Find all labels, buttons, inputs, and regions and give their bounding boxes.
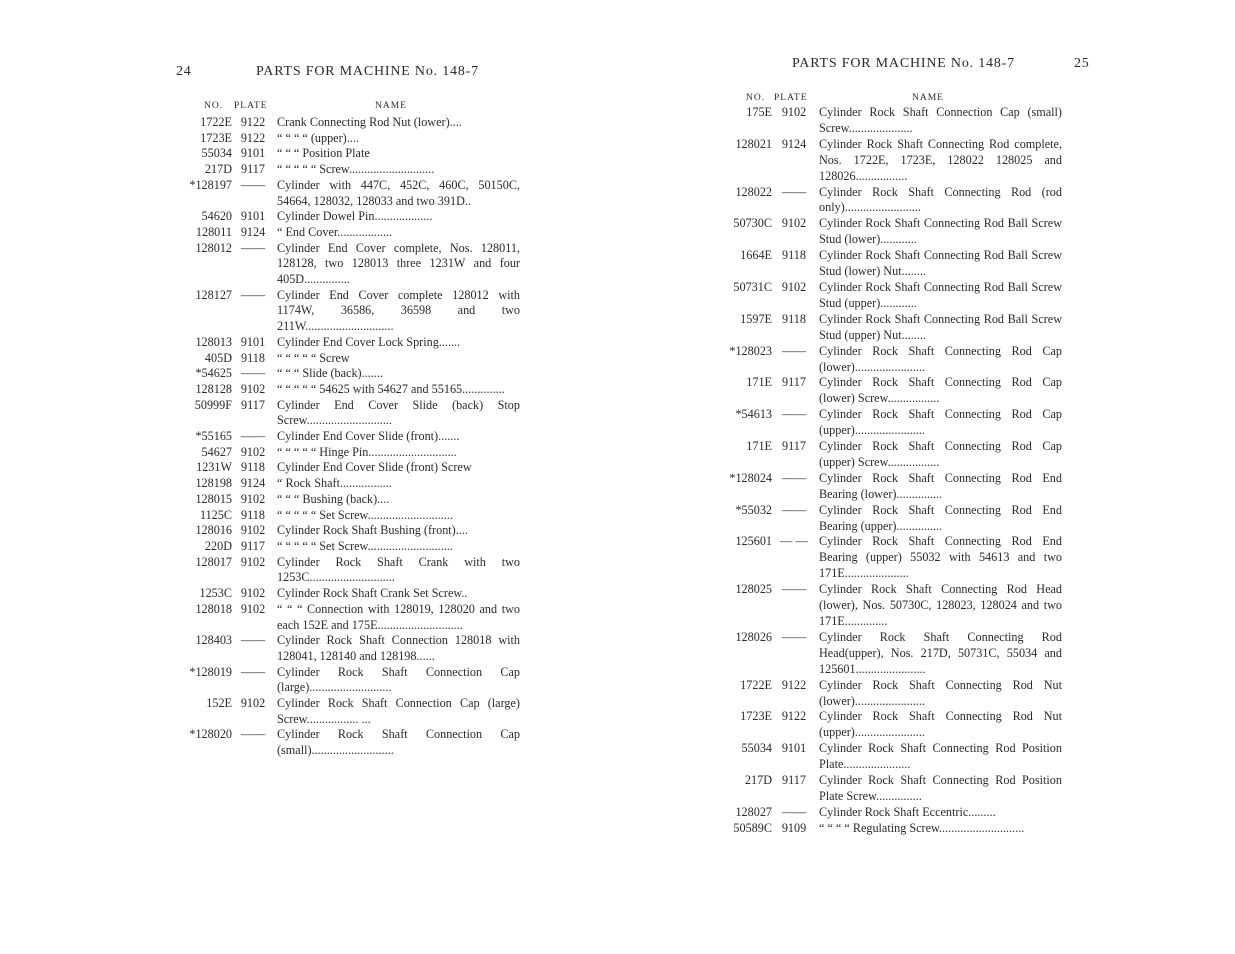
part-entry xyxy=(170,366,520,382)
part-name: Cylinder Rock Shaft Connecting Rod Ball Screw Stud (upper)............ xyxy=(819,279,1062,310)
plate-number: 9101 xyxy=(240,146,266,161)
column-header-no: NO. xyxy=(746,93,766,103)
part-name: “ “ “ “ “ Screw xyxy=(277,350,350,365)
part-entry xyxy=(170,633,520,664)
page-number: 24 xyxy=(176,64,192,79)
part-number: 405D xyxy=(204,350,232,365)
part-name: Cylinder Rock Shaft Connection Cap (small) Screw..................... xyxy=(819,105,1062,135)
plate-number: 9122 xyxy=(781,709,807,724)
part-entry xyxy=(712,630,1062,678)
part-number: 128017 xyxy=(195,554,232,569)
plate-number: 9101 xyxy=(781,741,807,756)
part-number: 171E xyxy=(746,439,772,454)
plate-number: 9117 xyxy=(782,375,806,390)
column-header-name: NAME xyxy=(375,101,407,111)
part-number: *54613 xyxy=(735,407,772,422)
plate-number: 9102 xyxy=(781,216,807,231)
plate-number: 9117 xyxy=(782,439,806,454)
part-name: Cylinder Rock Shaft Connecting Rod Ball Screw Stud (upper) Nut........ xyxy=(819,311,1062,342)
part-name: “ “ “ “ “ Set Screw............................ xyxy=(277,538,453,553)
part-entry xyxy=(712,741,1062,773)
part-name: Cylinder Rock Shaft Connecting Rod Cap (lower) Screw................. xyxy=(819,375,1062,406)
part-entry xyxy=(712,582,1062,630)
plate-number: 9118 xyxy=(241,350,265,365)
plate-number: 9102 xyxy=(240,586,266,601)
plate-number: —— xyxy=(781,629,807,644)
part-number: 1664E xyxy=(740,248,772,263)
plate-number: —— xyxy=(240,664,266,679)
part-entry xyxy=(170,131,520,147)
plate-number: 9122 xyxy=(240,115,266,129)
part-number: 128013 xyxy=(195,334,232,349)
plate-number: —— xyxy=(240,287,266,302)
part-name: “ “ “ “ (upper).... xyxy=(277,130,359,145)
part-name: Cylinder Rock Shaft Crank Set Screw.. xyxy=(277,586,468,601)
plate-number: 9118 xyxy=(241,460,265,475)
part-entry xyxy=(712,709,1062,741)
plate-number: 9102 xyxy=(240,381,266,396)
plate-number: 9102 xyxy=(240,491,266,506)
part-number: 217D xyxy=(204,162,232,177)
part-name: Cylinder Rock Shaft Connecting Rod End Bearing (upper)............... xyxy=(819,502,1062,533)
part-entry xyxy=(170,351,520,367)
plate-number: —— xyxy=(781,407,807,422)
part-name: “ “ “ “ “ 54625 with 54627 and 55165.............. xyxy=(277,381,505,396)
plate-number: —— xyxy=(240,240,266,255)
part-number: 50589C xyxy=(733,820,772,835)
part-entry xyxy=(170,727,520,758)
part-name: Cylinder Rock Shaft Bushing (front).... xyxy=(277,523,468,538)
plate-number: 9117 xyxy=(782,773,806,788)
part-number: *128197 xyxy=(189,177,232,192)
part-number: 128025 xyxy=(735,582,772,597)
plate-number: —— xyxy=(240,366,266,381)
part-entry xyxy=(712,344,1062,376)
part-number: 128027 xyxy=(735,804,772,819)
part-entry xyxy=(170,460,520,476)
column-header-name: NAME xyxy=(912,93,944,103)
part-entry xyxy=(712,137,1062,185)
part-entry xyxy=(712,375,1062,407)
part-name: “ “ “ “ Regulating Screw............................ xyxy=(819,820,1025,835)
column-header-plate: PLATE xyxy=(774,93,808,103)
plate-number: —— xyxy=(781,804,807,819)
plate-number: —— xyxy=(781,470,807,485)
part-number: *55032 xyxy=(735,502,772,517)
part-name: Crank Connecting Rod Nut (lower).... xyxy=(277,115,462,129)
part-number: 125601 xyxy=(735,534,772,549)
part-entry xyxy=(170,696,520,727)
part-entry xyxy=(170,586,520,602)
part-number: 50999F xyxy=(194,397,232,412)
part-name: Cylinder Dowel Pin................... xyxy=(277,209,433,224)
part-number: 220D xyxy=(204,538,232,553)
part-number: 1125C xyxy=(199,507,232,522)
part-name: Cylinder End Cover Slide (front)....... xyxy=(277,429,460,444)
part-entry xyxy=(170,492,520,508)
part-entry xyxy=(712,248,1062,280)
plate-number: 9102 xyxy=(781,105,807,119)
part-number: 128127 xyxy=(195,287,232,302)
part-number: 128128 xyxy=(195,381,232,396)
part-entry xyxy=(170,429,520,445)
part-number: 128015 xyxy=(195,491,232,506)
part-number: 1253C xyxy=(199,586,232,601)
plate-number: 9118 xyxy=(782,311,806,326)
part-name: Cylinder Rock Shaft Connection Cap (large)........................... xyxy=(277,664,520,695)
plate-number: —— xyxy=(781,502,807,517)
plate-number: —— xyxy=(240,727,266,742)
part-name: “ “ “ Slide (back)....... xyxy=(277,366,383,381)
part-number: 128021 xyxy=(735,136,772,151)
plate-number: 9109 xyxy=(781,820,807,835)
part-entry xyxy=(712,678,1062,710)
part-entry xyxy=(170,178,520,209)
part-number: 171E xyxy=(746,375,772,390)
part-entry xyxy=(712,407,1062,439)
part-entry xyxy=(170,508,520,524)
plate-number: 9102 xyxy=(240,523,266,538)
part-name: Cylinder End Cover Slide (back) Stop Screw............................ xyxy=(277,397,520,428)
part-number: 128011 xyxy=(195,224,232,239)
part-number: 1722E xyxy=(200,115,232,129)
plate-number: —— xyxy=(781,184,807,199)
part-number: 1231W xyxy=(196,460,232,475)
part-number: 128198 xyxy=(195,476,232,491)
plate-number: —— xyxy=(240,633,266,648)
plate-number: 9117 xyxy=(241,538,265,553)
part-name: Cylinder Rock Shaft Connecting Rod complete, Nos. 1722E, 1723E, 128022 128025 and 128026................. xyxy=(819,136,1062,183)
part-number: *55165 xyxy=(195,429,232,444)
part-number: *128019 xyxy=(189,664,232,679)
part-name: Cylinder End Cover complete, Nos. 128011, 128128, two 128013 three 1231W and four 405D............... xyxy=(277,240,520,287)
part-entry xyxy=(712,280,1062,312)
part-entry xyxy=(712,105,1062,137)
part-name: Cylinder Rock Shaft Connecting Rod Nut (lower)....................... xyxy=(819,677,1062,708)
part-name: Cylinder Rock Shaft Connecting Rod Position Plate Screw............... xyxy=(819,773,1062,803)
part-name: Cylinder Rock Shaft Connecting Rod Head(upper), Nos. 217D, 50731C, 55034 and 125601....................... xyxy=(819,629,1062,676)
part-entry xyxy=(170,523,520,539)
part-number: 128016 xyxy=(195,523,232,538)
part-name: Cylinder Rock Shaft Crank with two 1253C............................ xyxy=(277,554,520,585)
part-name: Cylinder Rock Shaft Connecting Rod (rod only)......................... xyxy=(819,184,1062,215)
part-entry xyxy=(170,241,520,288)
part-number: *128020 xyxy=(189,727,232,742)
plate-number: —— xyxy=(781,582,807,597)
plate-number: 9102 xyxy=(240,444,266,459)
page-number: 25 xyxy=(1074,56,1090,71)
part-entry xyxy=(712,439,1062,471)
part-entry xyxy=(170,602,520,633)
part-name: “ “ “ “ “ Screw............................ xyxy=(277,162,435,177)
part-number: 54620 xyxy=(201,209,232,224)
part-number: 128026 xyxy=(735,629,772,644)
part-name: Cylinder Rock Shaft Connecting Rod Ball Screw Stud (lower) Nut........ xyxy=(819,248,1062,279)
part-entry xyxy=(170,288,520,335)
part-entry xyxy=(170,382,520,398)
part-name: Cylinder with 447C, 452C, 460C, 50150C, 54664, 128032, 128033 and two 391D.. xyxy=(277,177,520,208)
part-number: 128403 xyxy=(195,633,232,648)
plate-number: —— xyxy=(781,343,807,358)
part-name: Cylinder Rock Shaft Connecting Rod Position Plate...................... xyxy=(819,741,1062,772)
part-entry xyxy=(712,805,1062,821)
plate-number: 9117 xyxy=(241,397,265,412)
part-name: Cylinder End Cover Slide (front) Screw xyxy=(277,460,472,475)
part-number: 217D xyxy=(744,773,772,788)
plate-number: 9118 xyxy=(782,248,806,263)
part-number: *128023 xyxy=(729,343,772,358)
plate-number: —— xyxy=(240,429,266,444)
plate-number: 9118 xyxy=(241,507,265,522)
part-name: Cylinder Rock Shaft Connecting Rod End Bearing (lower)............... xyxy=(819,470,1062,501)
plate-number: 9124 xyxy=(781,136,807,151)
part-name: “ “ “ “ “ Set Screw............................ xyxy=(277,507,453,522)
part-entry xyxy=(712,216,1062,248)
plate-number: —— xyxy=(240,177,266,192)
part-number: 1723E xyxy=(200,130,232,145)
part-entry xyxy=(170,146,520,162)
part-name: Cylinder Rock Shaft Connecting Rod Cap (upper) Screw................. xyxy=(819,439,1062,469)
part-entry xyxy=(712,821,1062,837)
plate-number: 9122 xyxy=(240,130,266,145)
part-name: Cylinder Rock Shaft Connecting Rod Cap (lower)....................... xyxy=(819,343,1062,374)
part-entry xyxy=(712,503,1062,535)
part-name: Cylinder End Cover Lock Spring....... xyxy=(277,334,461,349)
part-entry xyxy=(170,209,520,225)
part-number: 55034 xyxy=(741,741,772,756)
part-name: Cylinder Rock Shaft Connecting Rod Nut (upper)....................... xyxy=(819,709,1062,740)
plate-number: 9101 xyxy=(240,334,266,349)
part-name: Cylinder Rock Shaft Connection Cap (small)........................... xyxy=(277,727,520,758)
part-entry xyxy=(170,445,520,461)
plate-number: 9122 xyxy=(781,677,807,692)
part-number: 50730C xyxy=(733,216,772,231)
part-number: 1722E xyxy=(740,677,772,692)
plate-number: 9102 xyxy=(240,601,266,616)
part-name: “ “ “ Position Plate xyxy=(277,146,370,161)
page-title: PARTS FOR MACHINE No. 148-7 xyxy=(256,64,479,79)
part-number: 50731C xyxy=(733,279,772,294)
part-name: “ Rock Shaft................. xyxy=(277,476,392,491)
part-number: 128022 xyxy=(735,184,772,199)
part-number: 1597E xyxy=(740,311,772,326)
column-header-plate: PLATE xyxy=(234,101,268,111)
plate-number: 9102 xyxy=(781,279,807,294)
part-name: “ “ “ Bushing (back).... xyxy=(277,491,390,506)
part-number: 152E xyxy=(206,696,232,711)
plate-number: 9101 xyxy=(240,209,266,224)
part-number: *128024 xyxy=(729,470,772,485)
part-entry xyxy=(170,555,520,586)
part-entry xyxy=(170,115,520,131)
part-entry xyxy=(170,539,520,555)
page-title: PARTS FOR MACHINE No. 148-7 xyxy=(792,56,1015,71)
part-entry xyxy=(170,665,520,696)
part-name: Cylinder Rock Shaft Connecting Rod Ball Screw Stud (lower)............ xyxy=(819,216,1062,247)
plate-number: — — xyxy=(780,534,808,549)
part-name: “ “ “ “ “ Hinge Pin............................. xyxy=(277,444,457,459)
plate-number: 9117 xyxy=(241,162,265,177)
part-entry xyxy=(170,335,520,351)
part-number: *54625 xyxy=(195,366,232,381)
part-name: Cylinder Rock Shaft Connecting Rod Head (lower), Nos. 50730C, 128023, 128024 and two 171E.............. xyxy=(819,582,1062,628)
parts-list xyxy=(170,115,520,759)
part-number: 128018 xyxy=(195,601,232,616)
part-entry xyxy=(712,471,1062,503)
part-entry xyxy=(712,534,1062,582)
part-entry xyxy=(712,312,1062,344)
part-name: Cylinder Rock Shaft Connecting Rod Cap (upper)....................... xyxy=(819,407,1062,438)
plate-number: 9102 xyxy=(240,696,266,711)
part-entry xyxy=(712,773,1062,805)
part-number: 55034 xyxy=(201,146,232,161)
part-number: 1723E xyxy=(740,709,772,724)
part-name: Cylinder End Cover complete 128012 with 1174W, 36586, 36598 and two 211W............................. xyxy=(277,287,520,334)
part-number: 54627 xyxy=(201,444,232,459)
part-name: Cylinder Rock Shaft Connecting Rod End Bearing (upper) 55032 with 54613 and two 171E..................... xyxy=(819,534,1062,581)
part-number: 175E xyxy=(746,105,772,119)
part-entry xyxy=(170,398,520,429)
part-entry xyxy=(170,476,520,492)
plate-number: 9102 xyxy=(240,554,266,569)
part-entry xyxy=(170,225,520,241)
part-name: Cylinder Rock Shaft Eccentric......... xyxy=(819,804,996,819)
plate-number: 9124 xyxy=(240,476,266,491)
plate-number: 9124 xyxy=(240,224,266,239)
part-name: “ “ “ Connection with 128019, 128020 and two each 152E and 175E............................ xyxy=(277,601,520,632)
part-number: 128012 xyxy=(195,240,232,255)
part-name: Cylinder Rock Shaft Connection Cap (large) Screw................. ... xyxy=(277,696,520,726)
part-entry xyxy=(170,162,520,178)
part-name: Cylinder Rock Shaft Connection 128018 with 128041, 128140 and 128198...... xyxy=(277,633,520,663)
part-entry xyxy=(712,185,1062,217)
part-name: “ End Cover.................. xyxy=(277,224,393,239)
parts-list xyxy=(712,105,1062,837)
column-header-no: NO. xyxy=(204,101,224,111)
